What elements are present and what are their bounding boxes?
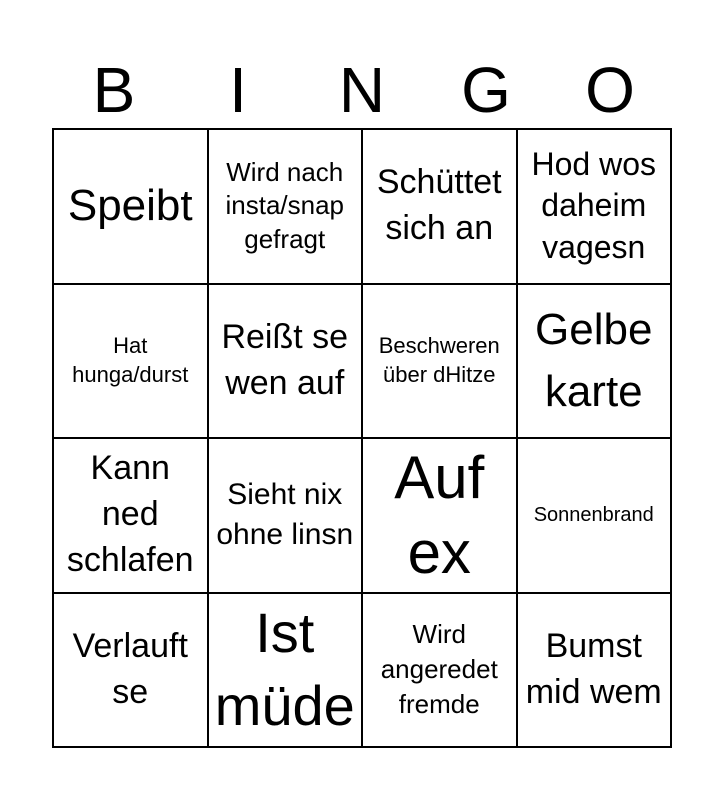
cell-text: Reißt se wen auf <box>221 317 349 402</box>
header-letter-g: G <box>461 54 511 126</box>
cell-text: Wird nach insta/snap gefragt <box>225 156 345 255</box>
cell-text: Hod wos daheim vagesn <box>531 145 656 266</box>
cell-text: Speibt <box>67 181 193 231</box>
bingo-cell[interactable] <box>54 439 209 594</box>
bingo-board <box>52 128 672 748</box>
bingo-cell[interactable] <box>54 130 209 285</box>
bingo-cell[interactable] <box>209 594 364 749</box>
cell-text: Gelbe karte <box>535 305 653 416</box>
bingo-cell[interactable] <box>209 439 364 594</box>
bingo-cell[interactable] <box>54 594 209 749</box>
header-letter-o: O <box>585 54 635 126</box>
cell-text: Sonnenbrand <box>533 504 654 527</box>
bingo-cell[interactable] <box>363 285 518 440</box>
cell-text: Hat hunga/durst <box>72 333 189 387</box>
cell-text: Ist müde <box>214 600 355 737</box>
cell-text: Sieht nix ohne linsn <box>216 477 354 552</box>
bingo-cell[interactable] <box>209 130 364 285</box>
header-letter-b: B <box>92 54 136 126</box>
cell-text: Auf ex <box>394 444 485 587</box>
bingo-cell[interactable] <box>54 285 209 440</box>
header-letter-i: I <box>229 54 247 126</box>
bingo-cell[interactable] <box>518 130 673 285</box>
cell-text: Bumst mid wem <box>525 626 662 711</box>
cell-text: Wird angeredet fremde <box>380 619 498 720</box>
cell-text: Beschweren über dHitze <box>378 333 500 387</box>
bingo-cell[interactable] <box>209 285 364 440</box>
bingo-header <box>52 52 672 128</box>
cell-text: Verlauft se <box>72 626 188 711</box>
bingo-cell[interactable] <box>363 439 518 594</box>
bingo-cell[interactable] <box>363 594 518 749</box>
bingo-cell[interactable] <box>518 594 673 749</box>
cell-text: Kann ned schlafen <box>66 449 194 580</box>
cell-text: Schüttet sich an <box>376 163 502 248</box>
bingo-cell[interactable] <box>518 439 673 594</box>
bingo-cell[interactable] <box>363 130 518 285</box>
header-letter-n: N <box>338 54 386 126</box>
bingo-cell[interactable] <box>518 285 673 440</box>
